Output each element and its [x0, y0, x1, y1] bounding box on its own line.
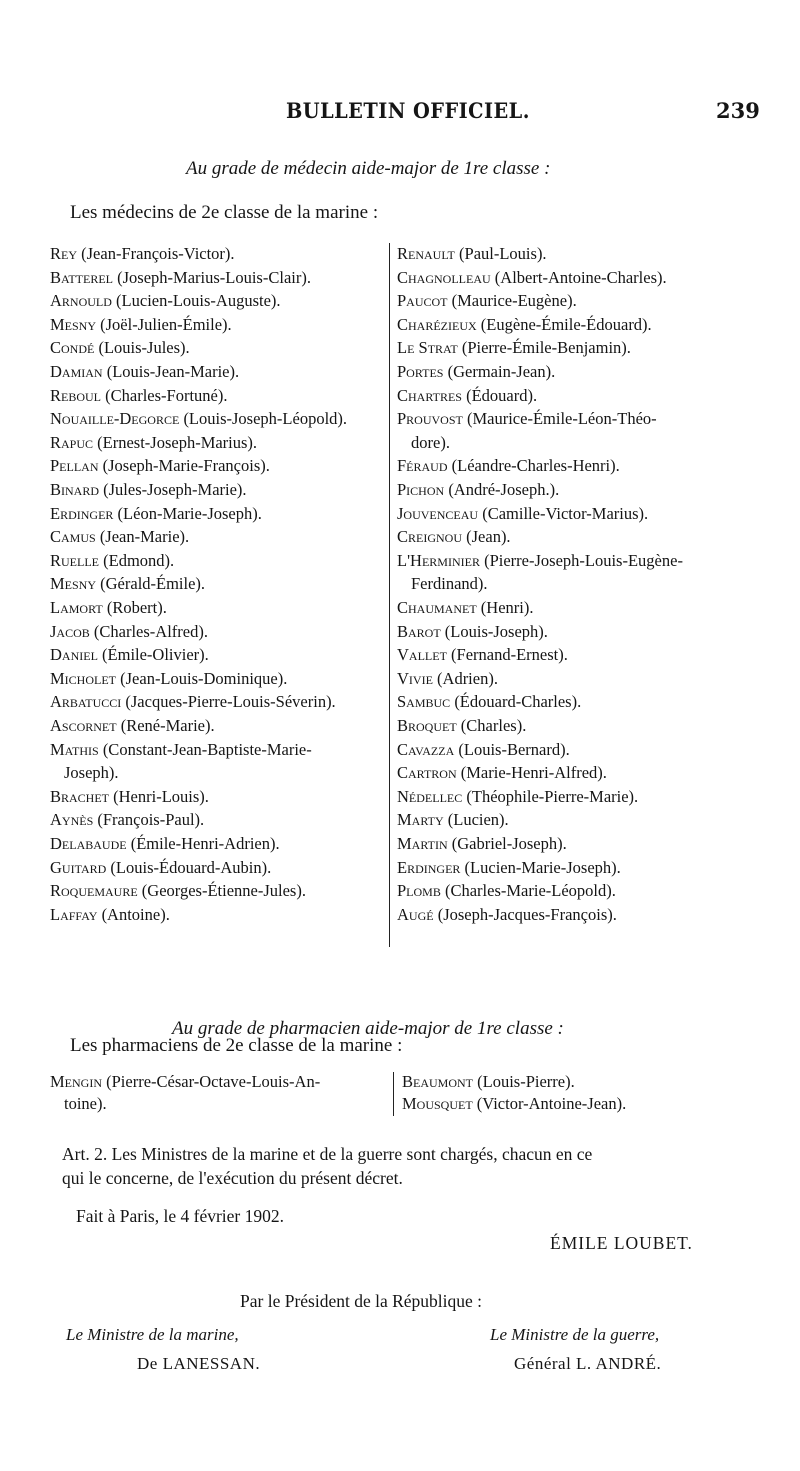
surname: Prouvost [397, 409, 463, 429]
name-entry [50, 386, 227, 406]
given-names: (Maurice-Émile-Léon-Théo- [466, 409, 657, 429]
name-entry [50, 244, 235, 264]
name-entry [397, 244, 547, 264]
name-entry [50, 433, 257, 453]
name-entry [397, 315, 652, 335]
name-entry [397, 787, 638, 807]
surname: Erdinger [50, 503, 114, 523]
name-entry [397, 669, 498, 689]
decree-date-line: Fait à Paris, le 4 février 1902. [76, 1206, 285, 1226]
surname: Jacob [50, 621, 90, 641]
section-heading-medecins: Au grade de médecin aide-major de 1re classe : [186, 158, 551, 179]
article-line-2: qui le concerne, de l'exécution du présent décret. [62, 1168, 403, 1188]
surname: Cavazza [397, 739, 455, 759]
given-names: Ferdinand). [411, 574, 488, 594]
given-names: (Édouard-Charles). [454, 692, 582, 712]
given-names: (Jean). [466, 527, 511, 547]
name-entry [397, 881, 616, 901]
column-divider-pharmaciens [393, 1072, 394, 1116]
given-names: (Pierre-Joseph-Louis-Eugène- [484, 550, 683, 570]
surname: Pellan [50, 456, 99, 476]
given-names: (Émile-Henri-Adrien). [130, 834, 280, 853]
given-names: (Pierre-César-Octave-Louis-An- [106, 1072, 321, 1091]
surname: Guitard [50, 857, 107, 877]
name-entry [50, 527, 189, 547]
surname: Charézieux [397, 314, 477, 334]
name-entry [397, 858, 621, 878]
surname: Beaumont [402, 1072, 473, 1091]
surname: Brachet [50, 786, 110, 806]
surname: Vivie [397, 668, 433, 688]
given-names: (Louis-Bernard). [458, 739, 570, 759]
given-names: (Léandre-Charles-Henri). [451, 456, 620, 476]
name-entry [50, 787, 209, 807]
given-names: (Fernand-Ernest). [451, 645, 568, 665]
given-names: (Louis-Jean-Marie). [106, 362, 240, 381]
given-names: (Paul-Louis). [459, 244, 547, 263]
page-header [0, 92, 800, 132]
bulletin-title: BULLETIN OFFICIEL. [286, 98, 530, 123]
surname: Jouvenceau [397, 503, 479, 523]
name-entry [50, 409, 347, 429]
given-names: (Théophile-Pierre-Marie). [466, 786, 639, 806]
given-names: dore). [411, 432, 450, 452]
minister-marine-name: De LANESSAN. [137, 1354, 261, 1373]
surname: Arnould [50, 291, 112, 311]
name-entry [50, 362, 239, 382]
surname: Renault [397, 244, 455, 263]
surname: Paucot [397, 291, 448, 311]
surname: Micholet [50, 668, 116, 688]
name-entry [50, 268, 311, 288]
given-names: (Henri-Louis). [113, 786, 209, 806]
given-names: (Louis-Joseph-Léopold). [183, 409, 348, 429]
given-names: (Louis-Édouard-Aubin). [110, 857, 272, 877]
given-names: (Marie-Henri-Alfred). [460, 763, 607, 783]
name-entry [397, 716, 526, 736]
given-names: (Émile-Olivier). [102, 645, 209, 665]
surname: Aynès [50, 810, 94, 830]
name-entry [397, 551, 683, 571]
name-entry [50, 315, 232, 335]
surname: Ruelle [50, 550, 99, 570]
given-names: (Eugène-Émile-Édouard). [480, 314, 652, 334]
surname: Mengin [50, 1072, 102, 1091]
surname: Vallet [397, 645, 447, 665]
name-entry [402, 1072, 575, 1092]
name-entry [397, 527, 511, 547]
given-names: (Adrien). [437, 668, 498, 688]
name-entry [50, 716, 215, 736]
surname: Broquet [397, 716, 457, 735]
name-entry [411, 433, 450, 453]
surname: L'Herminier [397, 550, 480, 570]
name-entry [397, 598, 533, 618]
president-signature: ÉMILE LOUBET. [550, 1233, 693, 1253]
surname: Mathis [50, 739, 99, 759]
surname: Chartres [397, 385, 462, 405]
given-names: (Germain-Jean). [447, 362, 556, 381]
name-entry [397, 504, 648, 524]
surname: Martin [397, 834, 448, 853]
given-names: (Antoine). [101, 904, 170, 924]
given-names: (Edmond). [103, 550, 175, 570]
president-byline: Par le Président de la République : [240, 1291, 483, 1311]
surname: Rapuc [50, 432, 94, 452]
given-names: (Victor-Antoine-Jean). [476, 1094, 627, 1113]
given-names: (Charles-Marie-Léopold). [444, 881, 616, 901]
given-names: (Robert). [106, 598, 167, 617]
given-names: (Joël-Julien-Émile). [100, 314, 232, 334]
given-names: (Jacques-Pierre-Louis-Séverin). [125, 692, 336, 712]
given-names: (François-Paul). [97, 810, 205, 830]
name-entry [50, 1072, 320, 1092]
given-names: (Louis-Joseph). [444, 621, 548, 641]
surname: Plomb [397, 881, 441, 901]
given-names: (Pierre-Émile-Benjamin). [461, 338, 631, 358]
name-entry [50, 881, 306, 901]
surname: Reboul [50, 385, 102, 405]
surname: Mesny [50, 574, 97, 594]
name-entry [397, 362, 555, 382]
name-entry [411, 574, 488, 594]
name-entry [397, 810, 509, 830]
given-names: (Joseph-Marius-Louis-Clair). [117, 267, 311, 287]
section-heading-pharmaciens: Au grade de pharmacien aide-major de 1re classe : [172, 1018, 564, 1039]
given-names: (Édouard). [466, 385, 538, 405]
given-names: (Jean-Louis-Dominique). [120, 668, 288, 688]
name-entry [50, 574, 205, 594]
name-entry [397, 763, 607, 783]
given-names: (Louis-Jules). [98, 338, 190, 358]
name-entry [397, 692, 581, 712]
surname: Laffay [50, 904, 98, 924]
name-entry [397, 338, 631, 358]
name-entry [397, 480, 559, 500]
given-names: (Georges-Étienne-Jules). [141, 881, 306, 901]
name-entry [50, 858, 271, 878]
given-names: toine). [64, 1094, 107, 1113]
name-entry [50, 338, 190, 358]
name-entry [397, 645, 568, 665]
given-names: (Ernest-Joseph-Marius). [97, 432, 258, 452]
given-names: (André-Joseph.). [448, 480, 560, 499]
minister-guerre-title: Le Ministre de la guerre, [490, 1325, 660, 1344]
given-names: (Charles-Fortuné). [105, 385, 228, 405]
given-names: (Louis-Pierre). [477, 1072, 575, 1091]
surname: Ascornet [50, 716, 117, 735]
name-entry [397, 409, 657, 429]
minister-guerre-name: Général L. ANDRÉ. [514, 1354, 662, 1373]
name-entry [397, 834, 567, 854]
given-names: (Gabriel-Joseph). [451, 834, 567, 853]
given-names: (Gérald-Émile). [100, 574, 206, 594]
surname: Chagnolleau [397, 267, 491, 287]
name-entry [397, 905, 617, 925]
name-entry [50, 669, 287, 689]
name-entry [50, 905, 170, 925]
name-entry [64, 763, 119, 783]
given-names: (Léon-Marie-Joseph). [117, 503, 262, 523]
surname: Rey [50, 244, 78, 263]
section-intro-pharmaciens: Les pharmaciens de 2e classe de la marine : [70, 1035, 403, 1056]
surname: Delabaude [50, 834, 127, 853]
given-names: (Camille-Victor-Marius). [482, 503, 649, 523]
name-entry [402, 1094, 626, 1114]
surname: Cartron [397, 763, 457, 783]
name-entry [50, 480, 247, 500]
name-entry [397, 291, 577, 311]
name-entry [64, 1094, 107, 1114]
given-names: (Henri). [480, 598, 534, 617]
given-names: (Jean-Marie). [99, 527, 190, 547]
name-entry [50, 740, 312, 760]
name-entry [50, 598, 167, 618]
surname: Arbatucci [50, 692, 122, 712]
surname: Binard [50, 480, 100, 499]
surname: Marty [397, 810, 444, 830]
surname: Chaumanet [397, 598, 477, 617]
surname: Daniel [50, 645, 98, 665]
surname: Erdinger [397, 857, 461, 877]
surname: Condé [50, 338, 95, 358]
surname: Barot [397, 621, 441, 641]
surname: Augé [397, 904, 434, 924]
given-names: (Lucien-Marie-Joseph). [464, 857, 621, 877]
name-entry [50, 692, 336, 712]
surname: Camus [50, 527, 96, 547]
surname: Mousquet [402, 1094, 473, 1113]
surname: Féraud [397, 456, 448, 476]
surname: Damian [50, 362, 103, 381]
given-names: (Constant-Jean-Baptiste-Marie- [102, 739, 312, 759]
given-names: (René-Marie). [120, 716, 215, 735]
surname: Roquemaure [50, 881, 138, 901]
given-names: (Charles). [460, 716, 527, 735]
name-entry [50, 456, 270, 476]
name-entry [397, 622, 548, 642]
surname: Creignou [397, 527, 462, 547]
given-names: (Jean-François-Victor). [81, 244, 235, 263]
surname: Pichon [397, 480, 445, 499]
surname: Nédellec [397, 786, 463, 806]
minister-marine-title: Le Ministre de la marine, [66, 1325, 239, 1344]
name-entry [50, 291, 281, 311]
name-entry [50, 504, 262, 524]
surname: Lamort [50, 598, 103, 617]
name-entry [50, 810, 204, 830]
surname: Batterel [50, 267, 113, 287]
name-entry [50, 645, 209, 665]
name-entry [397, 740, 570, 760]
surname: Nouaille-Degorce [50, 409, 180, 429]
column-divider [389, 243, 390, 947]
name-entry [397, 268, 667, 288]
article-line-1: Art. 2. Les Ministres de la marine et de la guerre sont chargés, chacun en ce [62, 1144, 593, 1164]
given-names: (Maurice-Eugène). [451, 291, 577, 311]
name-entry [50, 551, 174, 571]
given-names: (Joseph-Jacques-François). [437, 904, 617, 924]
given-names: (Jules-Joseph-Marie). [103, 480, 247, 499]
surname: Portes [397, 362, 444, 381]
page-number: 239 [716, 98, 760, 123]
given-names: (Charles-Alfred). [93, 621, 208, 641]
given-names: (Joseph-Marie-François). [102, 456, 270, 476]
surname: Mesny [50, 314, 97, 334]
name-entry [50, 834, 280, 854]
name-entry [50, 622, 208, 642]
section-intro-medecins: Les médecins de 2e classe de la marine : [70, 202, 379, 223]
surname: Le Strat [397, 338, 458, 358]
given-names: (Lucien-Louis-Auguste). [116, 291, 281, 311]
name-entry [397, 386, 537, 406]
given-names: Joseph). [64, 763, 119, 783]
given-names: (Albert-Antoine-Charles). [494, 267, 667, 287]
name-entry [397, 456, 620, 476]
given-names: (Lucien). [447, 810, 509, 830]
surname: Sambuc [397, 692, 451, 712]
